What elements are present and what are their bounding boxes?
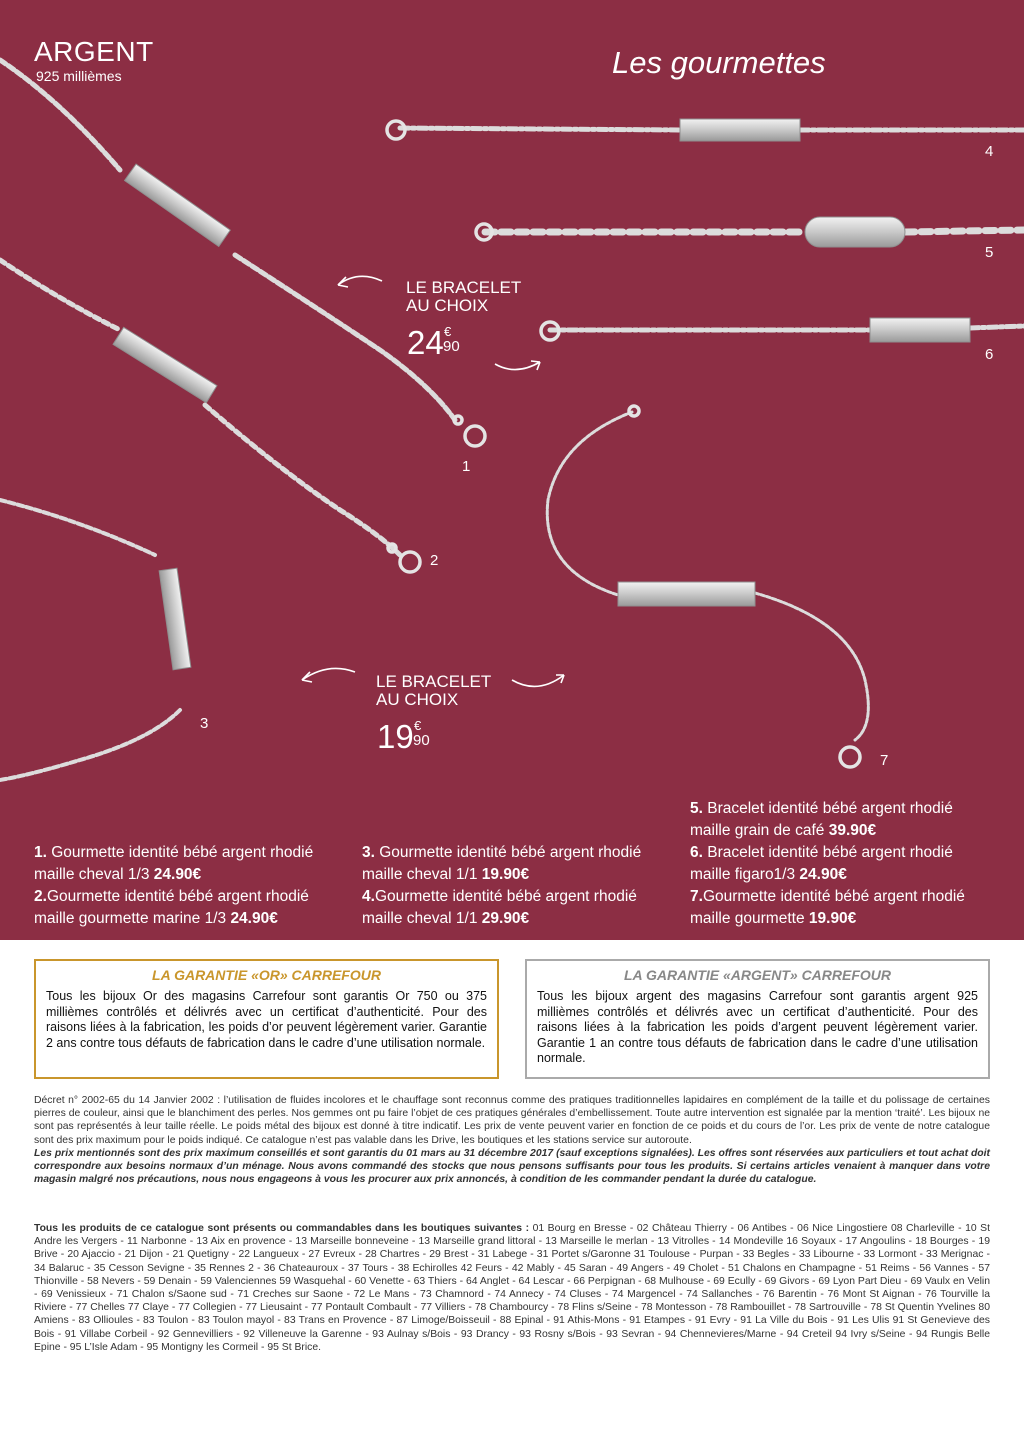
product-5-num: 5. xyxy=(690,800,703,817)
product-1 xyxy=(34,842,344,864)
offer-1-price-main: 24 xyxy=(407,324,444,361)
offer-1-line1: LE BRACELET xyxy=(406,278,522,297)
product-7 xyxy=(690,886,1000,908)
product-4-price: 29.90€ xyxy=(481,910,530,927)
bracelet-7-plate xyxy=(618,582,755,606)
item-number-3: 3 xyxy=(200,715,209,732)
item-number-2: 2 xyxy=(430,552,439,569)
product-2-price: 24.90€ xyxy=(230,910,278,927)
decree-text: Décret n° 2002-65 du 14 Janvier 2002 : l’utilisation de fluides incolores et le chauffage sont reconnus comme des pratiques traditionnelles lapidaires en complément de la taille et du polissage de certaines pierres de couleur, ainsi que le blanchiment des perles. Nos gemmes ont pu faire l’objet de ces pratiques générales d’embellissement. Toute autre intervention est signalée par la mention ‘traité’. Les bijoux ne sont pas représentés à leur taille réelle. Le poids métal des bijoux est donné à titre indicatif. Les prix de vente peuvent varier en fonction de ce poids et du cours de l’or. Les prix de vente de notre catalogue sont des prix maximum pour le poids indiqué. Ce catalogue n’est pas valable dans les Drive, les boutiques et les stations service sur autoroute. xyxy=(34,1095,990,1146)
bracelet-1-plate xyxy=(125,164,231,246)
offer-1-price-cents: 90 xyxy=(443,338,460,355)
product-2-line2: maille gourmette marine 1/3 xyxy=(34,910,227,927)
item-number-1: 1 xyxy=(462,458,471,475)
product-4-line1: Gourmette identité bébé argent rhodié xyxy=(374,888,637,905)
bracelet-7-chain xyxy=(547,412,632,595)
offer-2-price xyxy=(377,718,430,755)
product-2-num: 2. xyxy=(34,888,47,905)
offer-1-price xyxy=(407,324,460,361)
offer-2-price-main: 19 xyxy=(377,718,414,755)
product-2 xyxy=(34,886,344,908)
product-2-line1: Gourmette identité bébé argent rhodié xyxy=(46,888,309,905)
product-4-num: 4. xyxy=(362,888,375,905)
bracelet-2-plate xyxy=(113,327,217,402)
offer-1-line2: AU CHOIX xyxy=(406,296,489,315)
product-1-line2: maille cheval 1/3 xyxy=(34,866,150,883)
product-list-col-3 xyxy=(690,798,1000,930)
item-number-5: 5 xyxy=(985,244,994,261)
product-5-line1: Bracelet identité bébé argent rhodié xyxy=(707,800,953,817)
product-6 xyxy=(690,842,1000,864)
product-7-num: 7. xyxy=(690,888,703,905)
product-7-line2: maille gourmette xyxy=(690,910,805,927)
product-1-num: 1. xyxy=(34,844,47,861)
product-7-line1: Gourmette identité bébé argent rhodié xyxy=(702,888,965,905)
product-5 xyxy=(690,798,1000,820)
bracelet-2-chain xyxy=(0,260,120,330)
bracelet-2-chain-b xyxy=(205,405,400,555)
silver-guarantee-body: Tous les bijoux argent des magasins Carrefour sont garantis argent 925 millièmes contrôlés et délivrés avec un certificat d’authenticité. Pour des raisons liées à la fabrication les poids d’argent peuvent légèrement varier. Garantie 1 an contre tous défauts de fabrication dans le cadre d’une utilisation normale. xyxy=(537,989,978,1065)
offer-1-label xyxy=(406,279,521,315)
stores-list xyxy=(34,1222,990,1354)
product-1-price: 24.90€ xyxy=(153,866,202,883)
bracelet-5-plate xyxy=(805,217,905,247)
stores-text: 01 Bourg en Bresse - 02 Château Thierry - 06 Antibes - 06 Nice Lingostiere 08 Charleville - 10 St Andre les Vergers - 11 Narbonne - 13 Aix en provence - 13 Marseille bonneveine - 13 Marseille grand littoral - 13 Marseille le merlan - 13 Vitrolles - 14 Mondeville 16 Soyaux - 17 Angoulins - 18 Bourges - 19 Brive - 20 Ajaccio - 21 Dijon - 21 Quetigny - 22 Langueux - 27 Evreux - 28 Chartres - 29 Brest - 31 Labege - 31 Portet s/Garonne 31 Toulouse - Purpan - 33 Begles - 33 Libourne - 33 Lormont - 33 Merignac - 34 Balaruc - 35 Cesson Sevigne - 35 Rennes 2 - 36 Chateauroux - 37 Tours - 38 Echirolles 42 Feurs - 42 Mably - 45 Saran - 49 Angers - 49 Cholet - 51 Chalons en Champagne - 51 Reims - 56 Vannes - 57 Thionville - 58 Nevers - 59 Denain - 59 Valenciennes 59 Wasquehal - 60 Venette - 63 Thiers - 64 Anglet - 64 Lescar - 66 Perpignan - 68 Mulhouse - 69 Ecully - 69 Givors - 69 Lyon Part Dieu - 69 Vaulx en Velin - 69 Venissieux - 71 Chalon s/Saone sud - 71 Creches sur Saone - 72 Le Mans - 73 Chamnord - 74 Annecy - 74 Cluses - 74 Margencel - 74 Sallanches - 76 Barentin - 76 Mont St Aignan - 76 Tourville la Riviere - 77 Chelles 77 Claye - 77 Collegien - 77 Lieusaint - 77 Pontault Combault - 77 Villiers - 78 Chambourcy - 78 Flins s/Seine - 78 Montesson - 78 Rambouillet - 78 Sartrouville - 78 St Quentin Yvelines 80 Amiens - 83 Ollioules - 83 Toulon - 83 Toulon mayol - 83 Trans en Provence - 87 Limoge/Boisseuil - 88 Epinal - 91 Athis-Mons - 91 Etampes - 91 Evry - 91 La Ville du Bois - 91 Les Ulis 91 St Genevieve des Bois - 91 Villabe Corbeil - 92 Gennevilliers - 92 Villeneuve la Garenne - 93 Aulnay s/Bois - 93 Drancy - 93 Rosny s/Bois - 93 Sevran - 94 Chennevieres/Marne - 94 Creteil 94 Ivry s/Seine - 94 Rungis Belle Epine - 95 L’Isle Adam - 95 Montigny les Cormeil - 95 St Brice. xyxy=(34,1223,990,1353)
item-number-6: 6 xyxy=(985,346,994,363)
product-6-price: 24.90€ xyxy=(799,866,847,883)
product-7-price: 19.90€ xyxy=(808,910,857,927)
stores-intro: Tous les produits de ce catalogue sont présents ou commandables dans les boutiques suivantes : xyxy=(34,1223,530,1234)
brand-subtitle: 925 millièmes xyxy=(36,68,122,84)
bracelet-5-chain-b xyxy=(905,230,1024,232)
offer-2-label xyxy=(376,673,491,709)
product-3-line2: maille cheval 1/1 xyxy=(362,866,478,883)
product-3-price: 19.90€ xyxy=(481,866,530,883)
product-3-num: 3. xyxy=(362,844,375,861)
page-heading: Les gourmettes xyxy=(612,45,826,80)
offer-2-price-cents: 90 xyxy=(413,732,430,749)
bracelet-3-chain xyxy=(0,500,155,555)
product-5-price: 39.90€ xyxy=(828,822,877,839)
bracelet-4-plate xyxy=(680,119,800,141)
offer-1-currency: € xyxy=(444,324,452,339)
prices-text: Les prix mentionnés sont des prix maximum conseillés et sont garantis du 01 mars au 31 décembre 2017 (sauf exceptions signalées). Les offres sont réservées aux particuliers et tout achat doit correspondre aux besoins normaux d’un ménage. Nous avons commandé des stocks que nous pensons suffisants pour tous les produits. Si certains articles venaient à manquer dans votre magasin malgré nos précautions, nous nous engageons à vous les procurer aux prix annoncés, à condition de les commander pendant la durée du catalogue. xyxy=(34,1147,990,1186)
bracelet-6-chain-b xyxy=(970,326,1024,328)
product-1-line1: Gourmette identité bébé argent rhodié xyxy=(51,844,314,861)
silver-guarantee-box xyxy=(525,959,990,1079)
offer-2-currency: € xyxy=(414,718,422,733)
bracelet-3-plate xyxy=(159,568,191,670)
bracelet-3-chain-b xyxy=(0,710,180,780)
bracelet-7-chain-b xyxy=(755,593,868,740)
gold-guarantee-body: Tous les bijoux Or des magasins Carrefour sont garantis Or 750 ou 375 millièmes contrôlés et délivrés avec un certificat d’authenticité. Pour des raisons liées à la fabrication, les poids d’or peuvent légèrement varier. Garantie 2 ans contre tous défauts de fabrication dans le cadre d’une utilisation normale. xyxy=(46,989,487,1050)
product-4 xyxy=(362,886,672,908)
product-3-line1: Gourmette identité bébé argent rhodié xyxy=(379,844,642,861)
product-list-col-1 xyxy=(34,842,344,930)
item-number-7: 7 xyxy=(880,752,889,769)
product-3 xyxy=(362,842,672,864)
product-6-line2: maille figaro1/3 xyxy=(690,866,796,883)
bracelet-4-chain xyxy=(400,128,680,130)
offer-2-line1: LE BRACELET xyxy=(376,672,492,691)
brand-title: ARGENT xyxy=(34,36,154,67)
product-6-line1: Bracelet identité bébé argent rhodié xyxy=(707,844,953,861)
product-4-line2: maille cheval 1/1 xyxy=(362,910,478,927)
gold-guarantee-box xyxy=(34,959,499,1079)
item-number-4: 4 xyxy=(985,143,994,160)
legal-notice xyxy=(34,1094,990,1186)
product-list-col-2 xyxy=(362,842,672,930)
gold-guarantee-title: LA GARANTIE «OR» CARREFOUR xyxy=(152,967,381,983)
product-5-line2: maille grain de café xyxy=(690,822,825,839)
silver-guarantee-title: LA GARANTIE «ARGENT» CARREFOUR xyxy=(623,967,892,983)
product-6-num: 6. xyxy=(690,844,703,861)
offer-2-line2: AU CHOIX xyxy=(376,690,459,709)
bracelet-6-plate xyxy=(870,318,970,342)
